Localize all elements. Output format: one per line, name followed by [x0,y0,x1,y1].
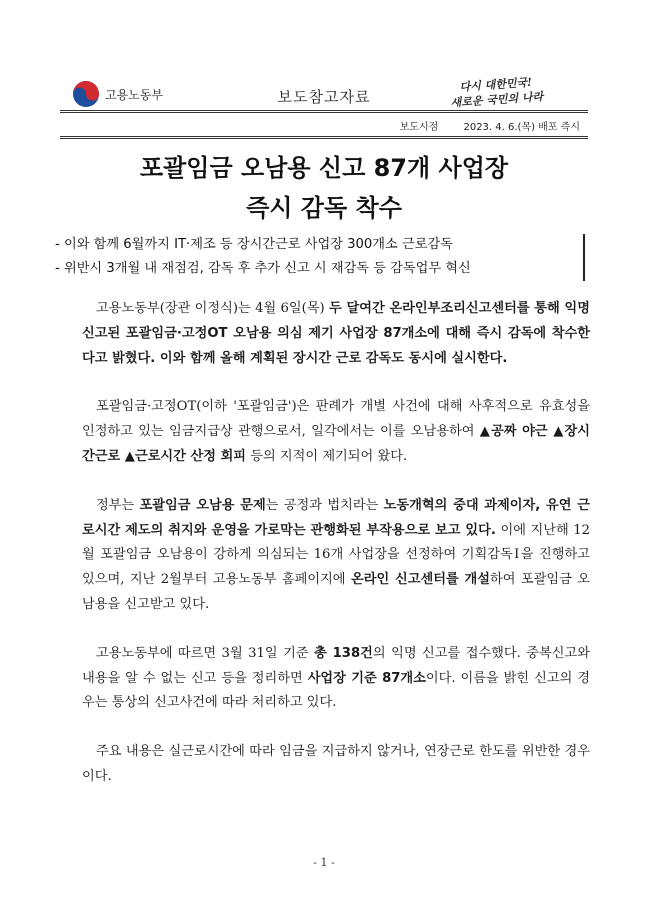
subtitle-side-bar [583,234,585,281]
bold-span: ▲공짜 야근 ▲장시간근로 ▲근로시간 산정 회피 [82,424,590,464]
paragraph-1 [82,297,590,371]
bold-span: 노동개혁의 중대 과제이자, 유연 근로시간 제도의 취지와 운영을 가로막는 관행화된 부작용으로 보고 있다. [82,497,590,538]
text-span: 이에 지난해 12월 포괄임금 오남용이 강하게 의심되는 16개 사업장을 선정하여 기획감독Ⅰ을 진행하고 있으며, 지난 2월부터 고용노동부 홈페이지에 [82,522,591,588]
ministry-name: 고용노동부 [105,87,163,102]
text-span: 고용노동부에 따르면 3월 31일 기준 [96,645,315,661]
paragraph-4 [82,642,590,716]
paragraph-5 [82,740,590,790]
release-rule [60,136,588,139]
bold-span: 총 138건 [314,645,373,661]
text-span: 등의 지적이 제기되어 왔다. [246,448,408,464]
document-header [0,0,648,135]
page-title [0,148,648,228]
release-label: 보도시점 [399,122,439,133]
text-span: 포괄임금·고정OT(이하 '포괄임금')은 판례가 개별 사건에 대해 사후적으로 유효성을 인정하고 있는 임금지급상 관행으로서, 일각에서는 이를 오남용하여 [82,399,590,440]
title-line-1: 포괄임금 오남용 신고 87개 사업장 [139,154,509,182]
title-line-2: 즉시 감독 착수 [246,194,402,222]
document-body [82,297,590,814]
text-span: 고용노동부(장관 이정식)는 4월 6일(목) [96,301,330,316]
paragraph-3 [82,494,590,618]
text-span: 정부는 [96,497,140,513]
slogan-line-2: 새로운 국민의 나라 [450,89,544,110]
header-rule [60,110,588,113]
release-value: 2023. 4. 6.(목) 배포 즉시 [463,122,580,133]
subtitle-list [55,233,471,281]
page-number: - 1 - [313,856,335,869]
subtitle-item: - 이와 함께 6월까지 IT·제조 등 장시간근로 사업장 300개소 근로감독 [55,237,453,252]
document-type: 보도참고자료 [277,88,371,106]
text-span: 는 공정과 법치라는 [265,497,384,513]
bold-span: 두 달여간 온라인부조리신고센터를 통해 익명 신고된 포괄임금·고정OT 오남용 의심 제기 사업장 87개소에 대해 즉시 감독에 착수한다고 밝혔다. 이와 함께 올해 계획된 장시간 근로 감독도 동시에 실시한다. [82,301,590,366]
bold-span: 포괄임금 오남용 문제 [139,497,266,513]
paragraph-2 [82,395,590,469]
bold-span: 사업장 기준 87개소 [307,670,426,686]
slogan-line-1: 다시 대한민국! [459,75,533,94]
text-span: 주요 내용은 실근로시간에 따라 임금을 지급하지 않거나, 연장근로 한도를 위반한 경우이다. [82,744,590,784]
text-span: 하여 포괄임금 오남용을 신고받고 있다. [82,572,591,612]
bold-span: 온라인 신고센터를 개설 [350,572,490,588]
release-timing [400,118,580,133]
text-span: 이다. 이름을 밝힌 신고의 경우는 통상의 신고사건에 따라 처리하고 있다. [82,670,590,711]
subtitle-item: - 위반시 3개월 내 재점검, 감독 후 추가 신고 시 재감독 등 감독업무 혁신 [55,261,471,276]
text-span: 의 익명 신고를 접수했다. 중복신고와 내용을 알 수 없는 신고 등을 정리하면 [82,645,590,686]
